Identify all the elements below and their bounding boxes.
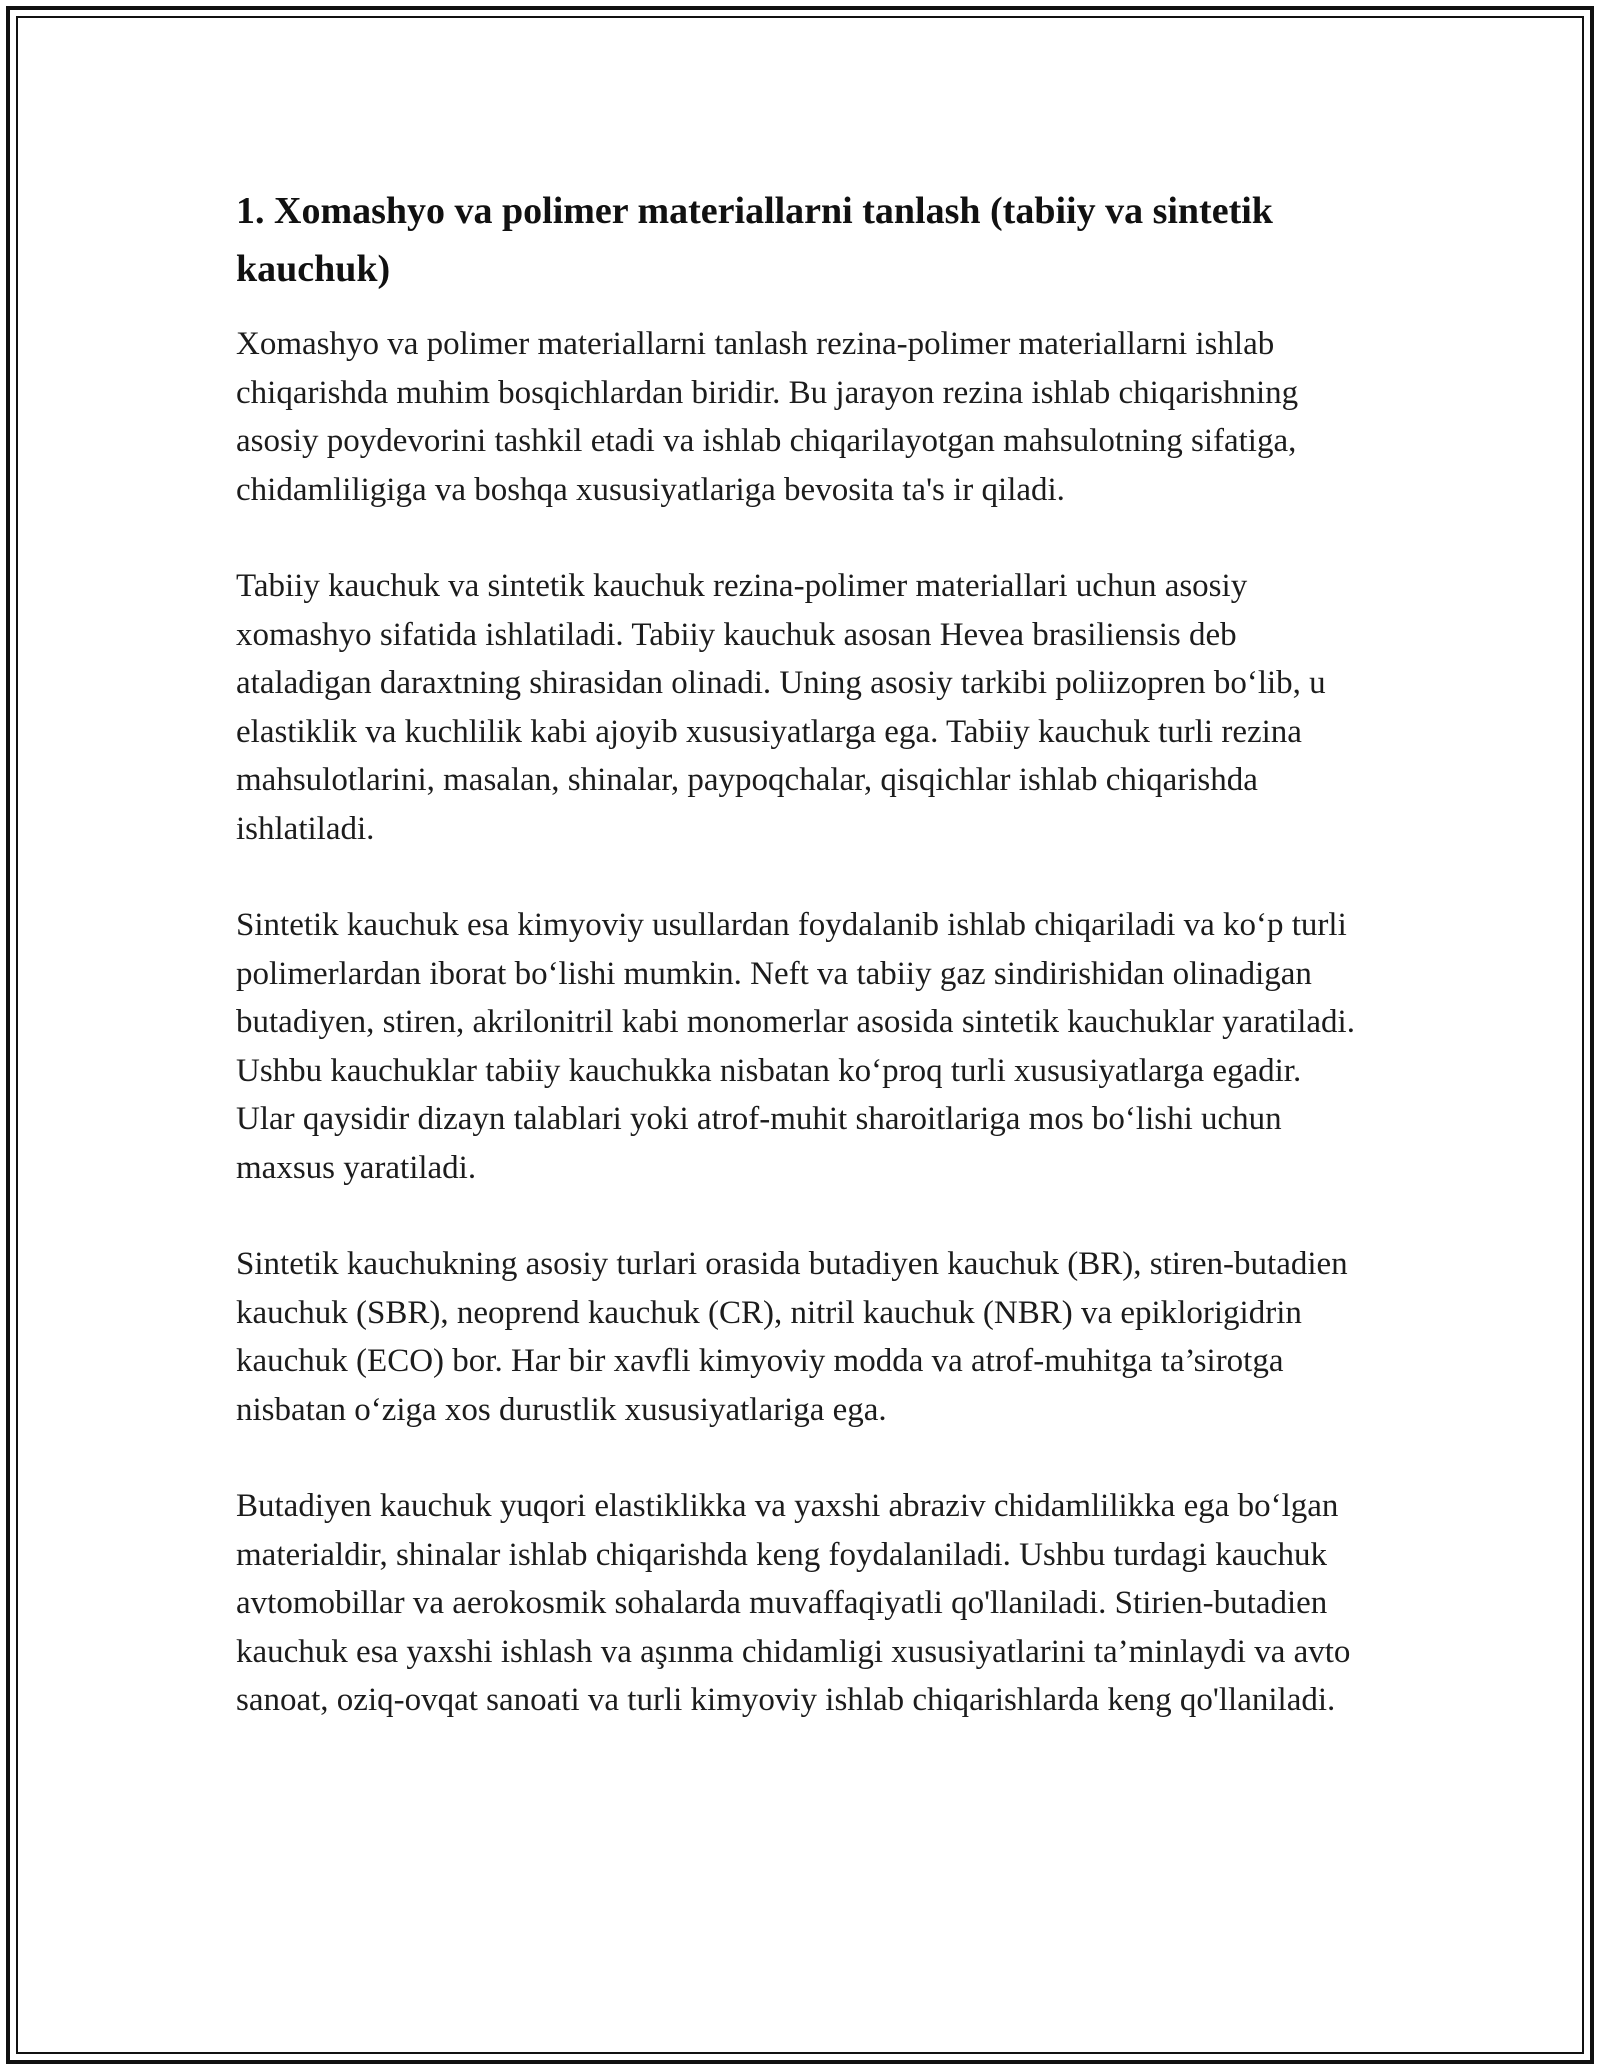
paragraph-natural-rubber: Tabiiy kauchuk va sintetik kauchuk rezina-polimer materiallari uchun asosiy xomashyo sifatida ishlatiladi. Tabiiy kauchuk asosan Hevea brasiliensis deb ataladigan daraxtning shirasidan olinadi. Uning asosiy tarkibi poliizopren bo‘lib, u elastiklik va kuchlilik kabi ajoyib xususiyatlarga ega. Tabiiy kauchuk turli rezina mahsulotlarini, masalan, shinalar, paypoqchalar, qisqichlar ishlab chiqarishda ishlatiladi. <box>236 568 1326 847</box>
document-body <box>236 182 1366 1773</box>
paragraph-intro: Xomashyo va polimer materiallarni tanlash rezina-polimer materiallarni ishlab chiqarishda muhim bosqichlardan biridir. Bu jarayon rezina ishlab chiqarishning asosiy poydevorini tashkil etadi va ishlab chiqarilayotgan mahsulotning sifatiga, chidamliligiga va boshqa xususiyatlariga bevosita ta's ir qiladi. <box>236 326 1299 508</box>
section-heading: 1. Xomashyo va polimer materiallarni tanlash (tabiiy va sintetik kauchuk) <box>236 190 1273 290</box>
paragraph-rubber-types: Sintetik kauchukning asosiy turlari orasida butadiyen kauchuk (BR), stiren-butadien kauchuk (SBR), neoprend kauchuk (CR), nitril kauchuk (NBR) va epiklorigidrin kauchuk (ECO) bor. Har bir xavfli kimyoviy modda va atrof-muhitga ta’sirotga nisbatan o‘ziga xos durustlik xususiyatlariga ega. <box>236 1246 1348 1428</box>
paragraph-butadiene-rubber: Butadiyen kauchuk yuqori elastiklikka va yaxshi abraziv chidamlilikka ega bo‘lgan materialdir, shinalar ishlab chiqarishda keng foydalaniladi. Ushbu turdagi kauchuk avtomobillar va aerokosmik sohalarda muvaffaqiyatli qo'llaniladi. Stirien-butadien kauchuk esa yaxshi ishlash va aşınma chidamligi xususiyatlarini ta’minlaydi va avto sanoat, oziq-ovqat sanoati va turli kimyoviy ishlab chiqarishlarda keng qo'llaniladi. <box>236 1488 1351 1718</box>
paragraph-synthetic-rubber: Sintetik kauchuk esa kimyoviy usullardan foydalanib ishlab chiqariladi va ko‘p turli polimerlardan iborat bo‘lishi mumkin. Neft va tabiiy gaz sindirishidan olinadigan butadiyen, stiren, akrilonitril kabi monomerlar asosida sintetik kauchuklar yaratiladi. Ushbu kauchuklar tabiiy kauchukka nisbatan ko‘proq turli xususiyatlarga egadir. Ular qaysidir dizayn talablari yoki atrof-muhit sharoitlariga mos bo‘lishi uchun maxsus yaratiladi. <box>236 907 1355 1186</box>
